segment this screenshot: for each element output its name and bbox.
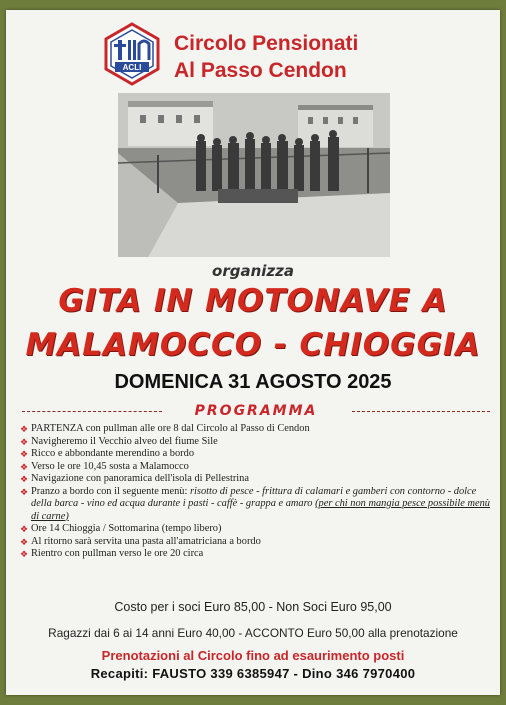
lunch-prefix: Pranzo a bordo con il seguente menù: [31,485,190,497]
program-item: ❖ Ore 14 Chioggia / Sottomarina (tempo libero) [20,523,490,536]
booking-info: Prenotazioni al Circolo fino ad esaurimento posti [101,648,405,663]
program-item: ❖ Navigazione con panoramica dell'isola di Pellestrina [20,473,490,486]
trip-date: DOMENICA 31 AGOSTO 2025 [114,371,392,393]
lunch-menu: risotto di pesce - frittura di calamari e gamberi con contorno - dolce della barca - vino ed acqua durante i pasti - caffè - grappa e amaro [31,485,477,509]
trip-title-line1: GITA IN MOTONAVE A [58,283,448,319]
logo-text: ACLI [122,63,142,72]
historic-photo [118,93,390,257]
programma-header [22,403,490,421]
program-item: ❖ PARTENZA con pullman alle ore 8 dal Circolo al Passo di Cendon [20,423,490,436]
organization-name [174,30,358,84]
acli-logo-icon [102,22,162,86]
historic-photo-image [118,93,390,257]
organization-line2: Al Passo Cendon [174,59,347,82]
children-price-info: Ragazzi dai 6 ai 14 anni Euro 40,00 - ACCONTO Euro 50,00 alla prenotazione [48,626,458,640]
organizza-text: organizza [212,262,294,280]
contacts-info: Recapiti: FAUSTO 339 6385947 - Dino 346 7970400 [90,666,416,681]
organization-line1: Circolo Pensionati [174,32,359,55]
programma-label: PROGRAMMA [194,403,318,419]
lunch-note: (per chi non mangia pesce possibile menù di carne) [31,498,490,522]
program-item: ❖ Verso le ore 10,45 sosta a Malamocco [20,461,490,474]
program-list [20,423,490,561]
cost-info: Costo per i soci Euro 85,00 - Non Soci Euro 95,00 [114,600,392,614]
program-item: ❖ Ricco e abbondante merendino a bordo [20,448,490,461]
program-item: ❖ Navigheremo il Vecchio alveo del fiume Sile [20,436,490,449]
trip-title-line2: MALAMOCCO - CHIOGGIA [25,327,481,363]
program-item: ❖ Al ritorno sarà servita una pasta all'amatriciana a bordo [20,536,490,549]
program-item-lunch [20,486,490,524]
program-item: ❖ Rientro con pullman verso le ore 20 circa [20,548,490,561]
